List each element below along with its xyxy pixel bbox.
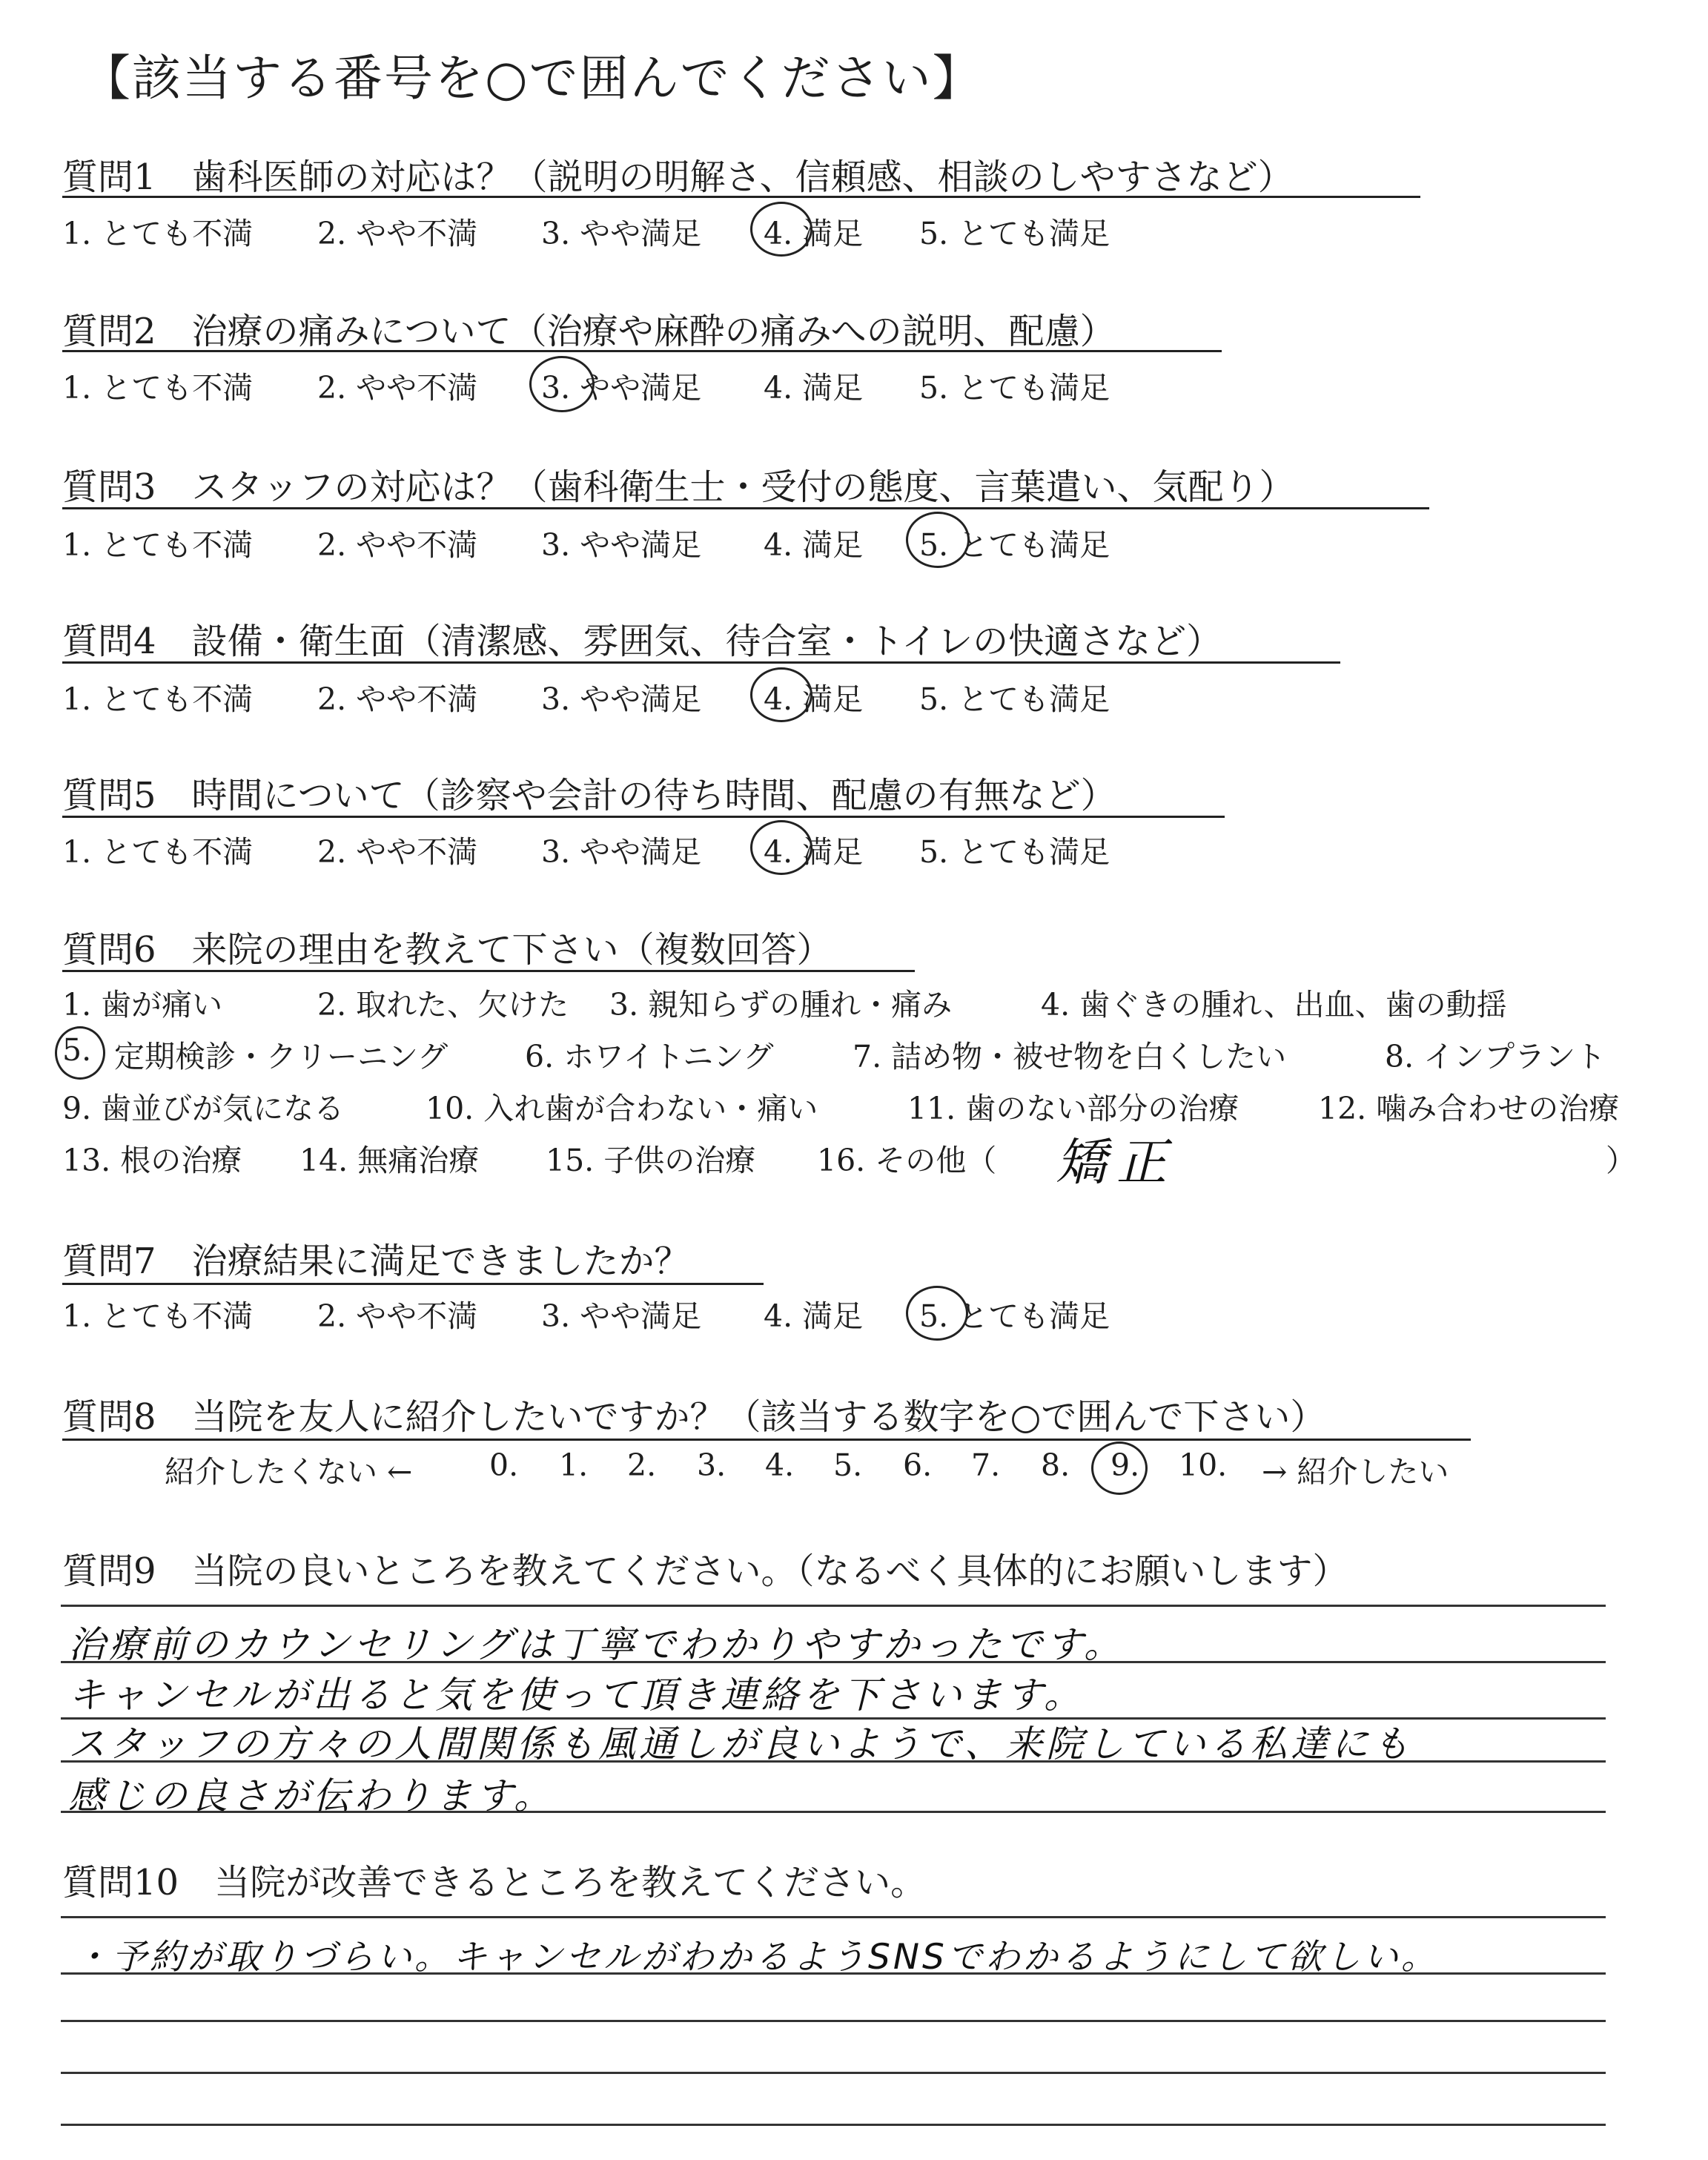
answer-line (61, 2124, 1606, 2126)
selected-circle-q6 (55, 1026, 105, 1080)
question-6-title: 質問6 来院の理由を教えて下さい（複数回答） (62, 929, 833, 971)
score-7[interactable]: 7. (971, 1447, 1001, 1483)
question-7-underline (62, 1283, 764, 1285)
question-10-title: 質問10 当院が改善できるところを教えてください。 (62, 1862, 927, 1903)
reason-option-13[interactable]: 13. 根の治療 (62, 1143, 242, 1178)
question-1-options (0, 209, 1708, 254)
reason-option-7[interactable]: 7. 詰め物・被せ物を白くしたい (853, 1039, 1287, 1074)
option-2[interactable]: 2. やや不満 (317, 681, 478, 717)
reason-option-12[interactable]: 12. 噛み合わせの治療 (1318, 1091, 1620, 1126)
reason-option-5-label[interactable]: 定期検診・クリーニング (114, 1039, 448, 1074)
other-handwritten-answer: 矯正 (1056, 1134, 1178, 1192)
question-1-underline (62, 196, 1420, 198)
option-5[interactable]: 5. とても満足 (919, 1298, 1110, 1334)
option-1[interactable]: 1. とても不満 (62, 527, 254, 563)
answer-line (61, 1916, 1606, 1918)
reason-option-5-number[interactable]: 5. (62, 1032, 92, 1068)
reason-option-10[interactable]: 10. 入れ歯が合わない・痛い (426, 1091, 818, 1126)
selected-circle-q2 (529, 356, 595, 412)
option-3[interactable]: 3. やや満足 (541, 1298, 702, 1334)
question-5-underline (62, 816, 1225, 818)
question-5-options (0, 828, 1708, 872)
question-7-title: 質問7 治療結果に満足できましたか？ (62, 1241, 690, 1282)
question-8-underline (62, 1439, 1471, 1441)
option-3[interactable]: 3. やや満足 (541, 834, 702, 870)
option-3[interactable]: 3. やや満足 (541, 681, 702, 717)
question-8-title: 質問8 当院を友人に紹介したいですか？（該当する数字を○で囲んで下さい） (62, 1396, 1326, 1438)
score-1[interactable]: 1. (559, 1447, 589, 1483)
selected-circle-q4 (750, 667, 812, 722)
answer-line (61, 2072, 1606, 2074)
question-9-title: 質問9 当院の良いところを教えてください。（なるべく具体的にお願いします） (62, 1550, 1348, 1592)
selected-circle-q3 (906, 512, 970, 568)
question-6-options (0, 980, 1708, 1203)
answer-9-line-2: キャンセルが出ると気を使って頂き連絡を下さいます。 (68, 1674, 1085, 1717)
question-2-title: 質問2 治療の痛みについて（治療や麻酔の痛みへの説明、配慮） (62, 311, 1116, 352)
question-4-underline (62, 661, 1340, 664)
option-4[interactable]: 4. 満足 (764, 834, 864, 870)
score-6[interactable]: 6. (903, 1447, 933, 1483)
score-9[interactable]: 9. (1110, 1447, 1140, 1483)
option-4[interactable]: 4. 満足 (764, 681, 864, 717)
reason-option-1[interactable]: 1. 歯が痛い (62, 987, 223, 1023)
option-2[interactable]: 2. やや不満 (317, 370, 478, 406)
answer-10-line-1: ・予約が取りづらい。キャンセルがわかるようSNSでわかるようにして欲しい。 (74, 1937, 1439, 1978)
answer-line (61, 2020, 1606, 2022)
option-3[interactable]: 3. やや満足 (541, 527, 702, 563)
answer-9-line-4: 感じの良さが伝わります。 (68, 1774, 555, 1817)
reason-option-6[interactable]: 6. ホワイトニング (525, 1039, 774, 1074)
question-7-options (0, 1292, 1708, 1336)
question-2-underline (62, 350, 1222, 352)
question-8-scale (0, 1447, 1708, 1492)
reason-option-11[interactable]: 11. 歯のない部分の治療 (907, 1091, 1239, 1126)
question-5-title: 質問5 時間について（診察や会計の待ち時間、配慮の有無など） (62, 775, 1116, 816)
reason-option-3[interactable]: 3. 親知らずの腫れ・痛み (609, 987, 953, 1023)
option-4[interactable]: 4. 満足 (764, 216, 864, 251)
option-2[interactable]: 2. やや不満 (317, 527, 478, 563)
answer-9-line-1: 治療前のカウンセリングは丁寧でわかりやすかったです。 (68, 1623, 1125, 1666)
score-3[interactable]: 3. (697, 1447, 726, 1483)
answer-line (61, 1605, 1606, 1607)
score-8[interactable]: 8. (1041, 1447, 1070, 1483)
question-6-underline (62, 970, 915, 972)
option-3[interactable]: 3. やや満足 (541, 370, 702, 406)
score-4[interactable]: 4. (765, 1447, 795, 1483)
reason-option-2[interactable]: 2. 取れた、欠けた (317, 987, 569, 1023)
question-2-options (0, 363, 1708, 408)
option-5[interactable]: 5. とても満足 (919, 216, 1110, 251)
question-4-options (0, 675, 1708, 719)
reason-option-4[interactable]: 4. 歯ぐきの腫れ、出血、歯の動揺 (1041, 987, 1507, 1023)
option-1[interactable]: 1. とても不満 (62, 216, 254, 251)
option-4[interactable]: 4. 満足 (764, 1298, 864, 1334)
reason-option-9[interactable]: 9. 歯並びが気になる (62, 1091, 345, 1126)
selected-circle-q8 (1091, 1441, 1148, 1495)
option-5[interactable]: 5. とても満足 (919, 834, 1110, 870)
reason-option-8[interactable]: 8. インプラント (1385, 1039, 1606, 1074)
scale-right-label: → 紹介したい (1262, 1454, 1449, 1490)
other-close-paren: ） (1606, 1143, 1636, 1178)
score-2[interactable]: 2. (627, 1447, 657, 1483)
question-3-title: 質問3 スタッフの対応は？（歯科衛生士・受付の態度、言葉遣い、気配り） (62, 466, 1295, 508)
question-4-title: 質問4 設備・衛生面（清潔感、雰囲気、待合室・トイレの快適さなど） (62, 621, 1222, 662)
selected-circle-q1 (750, 202, 812, 257)
selected-circle-q5 (750, 820, 812, 875)
option-5[interactable]: 5. とても満足 (919, 527, 1110, 563)
answer-9-line-3: スタッフの方々の人間関係も風通しが良いようで、来院している私達にも (68, 1723, 1413, 1766)
scale-left-label: 紹介したくない ← (165, 1454, 413, 1490)
option-2[interactable]: 2. やや不満 (317, 1298, 478, 1334)
question-1-title: 質問1 歯科医師の対応は？（説明の明解さ、信頼感、相談のしやすさなど） (62, 156, 1294, 198)
question-3-underline (62, 507, 1429, 509)
option-1[interactable]: 1. とても不満 (62, 681, 254, 717)
score-5[interactable]: 5. (833, 1447, 863, 1483)
reason-option-16[interactable]: 16. その他（ (817, 1143, 997, 1178)
option-4[interactable]: 4. 満足 (764, 370, 864, 406)
option-1[interactable]: 1. とても不満 (62, 834, 254, 870)
option-4[interactable]: 4. 満足 (764, 527, 864, 563)
option-5[interactable]: 5. とても満足 (919, 681, 1110, 717)
reason-option-15[interactable]: 15. 子供の治療 (546, 1143, 756, 1178)
question-3-options (0, 521, 1708, 565)
score-10[interactable]: 10. (1179, 1447, 1228, 1483)
page-heading: 【該当する番号を○で囲んでください】 (82, 50, 983, 107)
option-2[interactable]: 2. やや不満 (317, 216, 478, 251)
score-0[interactable]: 0. (489, 1447, 519, 1483)
selected-circle-q7 (906, 1286, 968, 1341)
reason-option-14[interactable]: 14. 無痛治療 (299, 1143, 480, 1178)
option-1[interactable]: 1. とても不満 (62, 370, 254, 406)
option-5[interactable]: 5. とても満足 (919, 370, 1110, 406)
option-2[interactable]: 2. やや不満 (317, 834, 478, 870)
option-3[interactable]: 3. やや満足 (541, 216, 702, 251)
option-1[interactable]: 1. とても不満 (62, 1298, 254, 1334)
